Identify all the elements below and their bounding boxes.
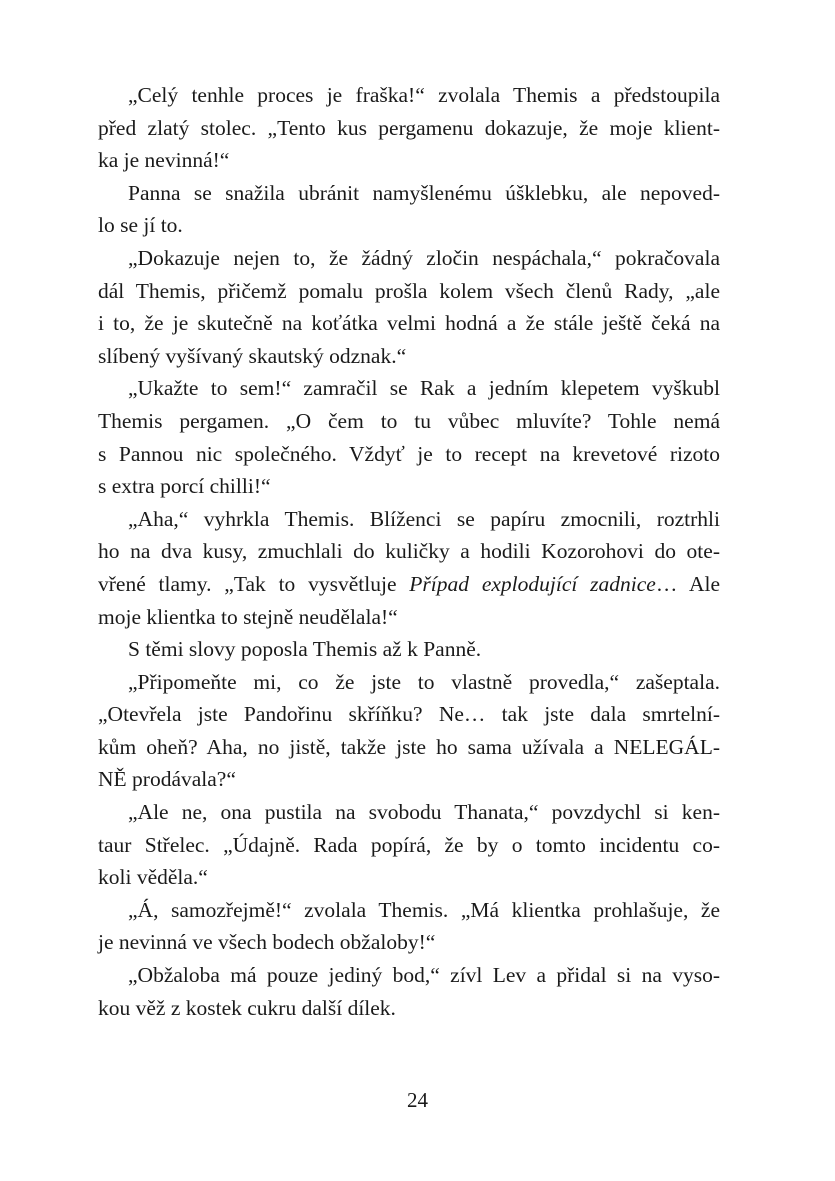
- text-line: „Otevřela jste Pandořinu skříňku? Ne… tak jste dala smrtelní-: [98, 702, 720, 727]
- text-line: „Celý tenhle proces je fraška!“ zvolala Themis a předstoupila: [128, 83, 720, 107]
- text-line: taur Střelec. „Údajně. Rada popírá, že by o tomto incidentu co-: [98, 832, 720, 857]
- text-line: „Obžaloba má pouze jediný bod,“ zívl Lev a přidal si na vyso-: [128, 963, 720, 988]
- text-line: lo se jí to.: [98, 213, 183, 238]
- text-line: Panna se snažila ubránit namyšlenému úšklebku, ale nepoved-: [128, 180, 720, 205]
- text-line: Themis pergamen. „O čem to tu vůbec mluvíte? Tohle nemá: [98, 408, 720, 433]
- text-line: s Pannou nic společného. Vždyť je to recept na krevetové rizoto: [98, 441, 720, 466]
- text-line: i to, že je skutečně na koťátka velmi hodná a že stále ještě čeká na: [98, 311, 720, 336]
- text-line: s extra porcí chilli!“: [98, 474, 271, 499]
- text-line: slíbený vyšívaný skautský odznak.“: [98, 343, 407, 368]
- text-line: moje klientka to stejně neudělala!“: [98, 604, 398, 629]
- text-run: … Ale: [655, 571, 721, 596]
- text-line: je nevinná ve všech bodech obžaloby!“: [98, 930, 436, 955]
- text-line: „Ale ne, ona pustila na svobodu Thanata,“ povzdychl si ken-: [128, 800, 720, 825]
- text-line: „Á, samozřejmě!“ zvolala Themis. „Má klientka prohlašuje, že: [128, 897, 720, 922]
- page-body: [98, 79, 720, 1024]
- book-title-italic: Případ explodující zadnice: [409, 571, 656, 596]
- page-number: 24: [407, 1088, 428, 1112]
- text-line: S těmi slovy poposla Themis až k Panně.: [128, 637, 482, 662]
- text-line: před zlatý stolec. „Tento kus pergamenu dokazuje, že moje klient-: [98, 115, 720, 140]
- text-line: [98, 568, 720, 601]
- text-line: ka je nevinná!“: [98, 148, 230, 173]
- text-line: koli věděla.“: [98, 865, 208, 890]
- text-line: NĚ prodávala?“: [98, 767, 236, 792]
- text-line: „Ukažte to sem!“ zamračil se Rak a jedním klepetem vyškubl: [128, 376, 720, 401]
- text-line: dál Themis, přičemž pomalu prošla kolem všech členů Rady, „ale: [98, 278, 720, 303]
- text-line: „Dokazuje nejen to, že žádný zločin nespáchala,“ pokračovala: [128, 245, 720, 270]
- text-line: kům oheň? Aha, no jistě, takže jste ho sama užívala a NELEGÁL-: [98, 734, 720, 759]
- text-line: kou věž z kostek cukru další dílek.: [98, 995, 396, 1020]
- text-line: ho na dva kusy, zmuchlali do kuličky a hodili Kozorohovi do ote-: [98, 539, 720, 564]
- text-run: vřené tlamy. „Tak to vysvětluje: [98, 571, 410, 596]
- text-line: „Aha,“ vyhrkla Themis. Blíženci se papíru zmocnili, roztrhli: [128, 506, 720, 531]
- text-line: „Připomeňte mi, co že jste to vlastně provedla,“ zašeptala.: [128, 669, 720, 694]
